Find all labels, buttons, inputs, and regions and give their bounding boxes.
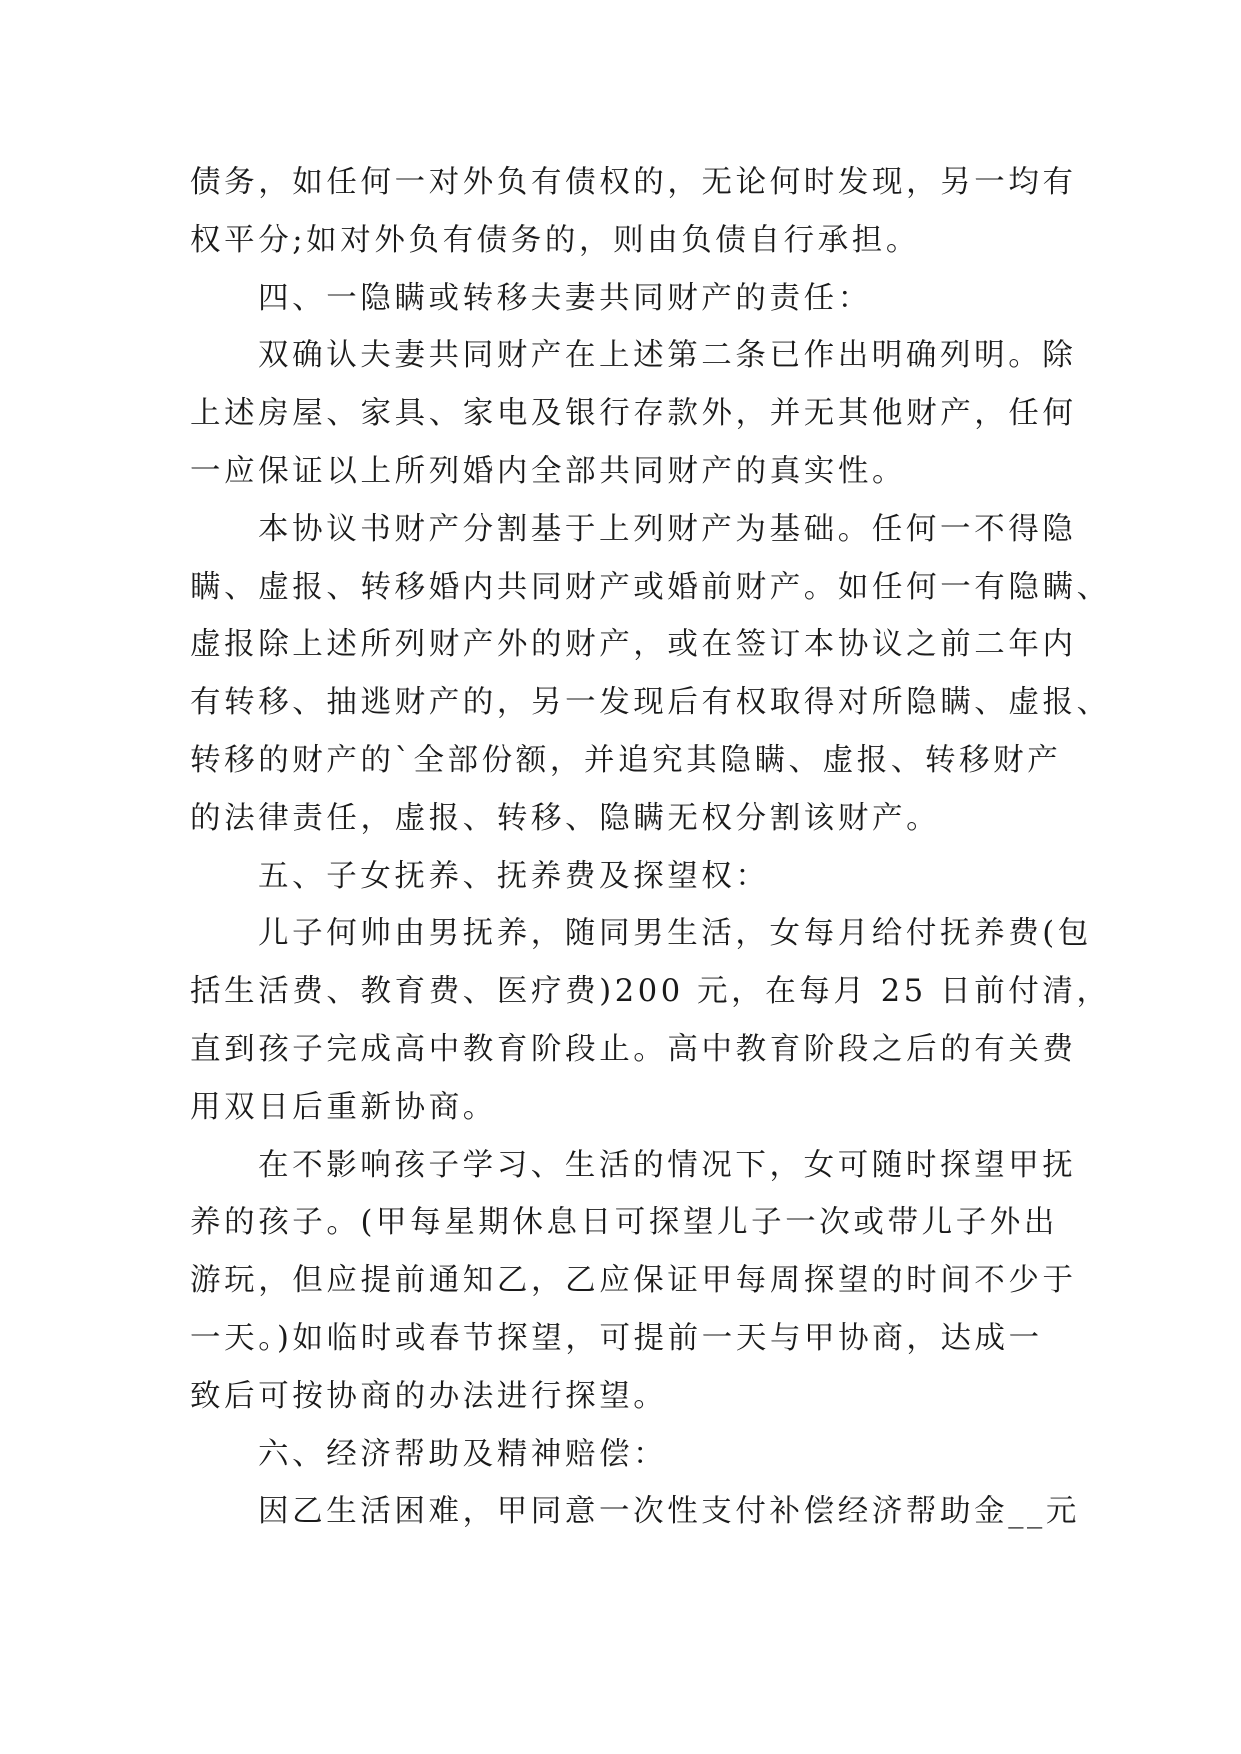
text-line: 在不影响孩子学习、生活的情况下，女可随时探望甲抚 bbox=[258, 1147, 1077, 1183]
document-text bbox=[190, 154, 1111, 1541]
text-line: 养的孩子。(甲每星期休息日可探望儿子一次或带儿子外出 bbox=[190, 1205, 1058, 1241]
section-heading-4: 四、一隐瞒或转移夫妻共同财产的责任： bbox=[258, 280, 872, 316]
text-line: 一天。)如临时或春节探望，可提前一天与甲协商，达成一 bbox=[190, 1320, 1043, 1356]
text-line: 虚报除上述所列财产外的财产，或在签订本协议之前二年内 bbox=[190, 627, 1077, 663]
text-line: 瞒、虚报、转移婚内共同财产或婚前财产。如任何一有隐瞒、 bbox=[190, 569, 1111, 605]
text-line: 债务，如任何一对外负有债权的，无论何时发现，另一均有 bbox=[190, 165, 1077, 200]
text-line: 用双日后重新协商。 bbox=[190, 1089, 497, 1125]
text-line: 双确认夫妻共同财产在上述第二条已作出明确列明。除 bbox=[258, 338, 1077, 374]
text-line: 本协议书财产分割基于上列财产为基础。任何一不得隐 bbox=[258, 511, 1077, 547]
text-line: 括生活费、教育费、医疗费)200 元，在每月 25 日前付清， bbox=[190, 974, 1111, 1010]
text-line: 因乙生活困难，甲同意一次性支付补偿经济帮助金__元 bbox=[258, 1494, 1080, 1530]
text-line: 直到孩子完成高中教育阶段止。高中教育阶段之后的有关费 bbox=[190, 1031, 1077, 1067]
text-line: 转移的财产的`全部份额，并追究其隐瞒、虚报、转移财产 bbox=[190, 742, 1062, 778]
document-body bbox=[190, 154, 1111, 1541]
text-line: 有转移、抽逃财产的，另一发现后有权取得对所隐瞒、虚报、 bbox=[190, 685, 1111, 721]
section-heading-6: 六、经济帮助及精神赔偿： bbox=[258, 1436, 668, 1472]
section-heading-5: 五、子女抚养、抚养费及探望权： bbox=[258, 858, 770, 894]
text-line: 儿子何帅由男抚养，随同男生活，女每月给付抚养费(包 bbox=[258, 916, 1092, 952]
text-line: 游玩，但应提前通知乙，乙应保证甲每周探望的时间不少于 bbox=[190, 1263, 1077, 1299]
text-line: 上述房屋、家具、家电及银行存款外，并无其他财产，任何 bbox=[190, 396, 1077, 432]
text-line: 的法律责任，虚报、转移、隐瞒无权分割该财产。 bbox=[190, 800, 941, 836]
text-line: 权平分;如对外负有债务的，则由负债自行承担。 bbox=[190, 222, 920, 258]
text-line: 致后可按协商的办法进行探望。 bbox=[190, 1378, 668, 1414]
text-line: 一应保证以上所列婚内全部共同财产的真实性。 bbox=[190, 453, 907, 489]
